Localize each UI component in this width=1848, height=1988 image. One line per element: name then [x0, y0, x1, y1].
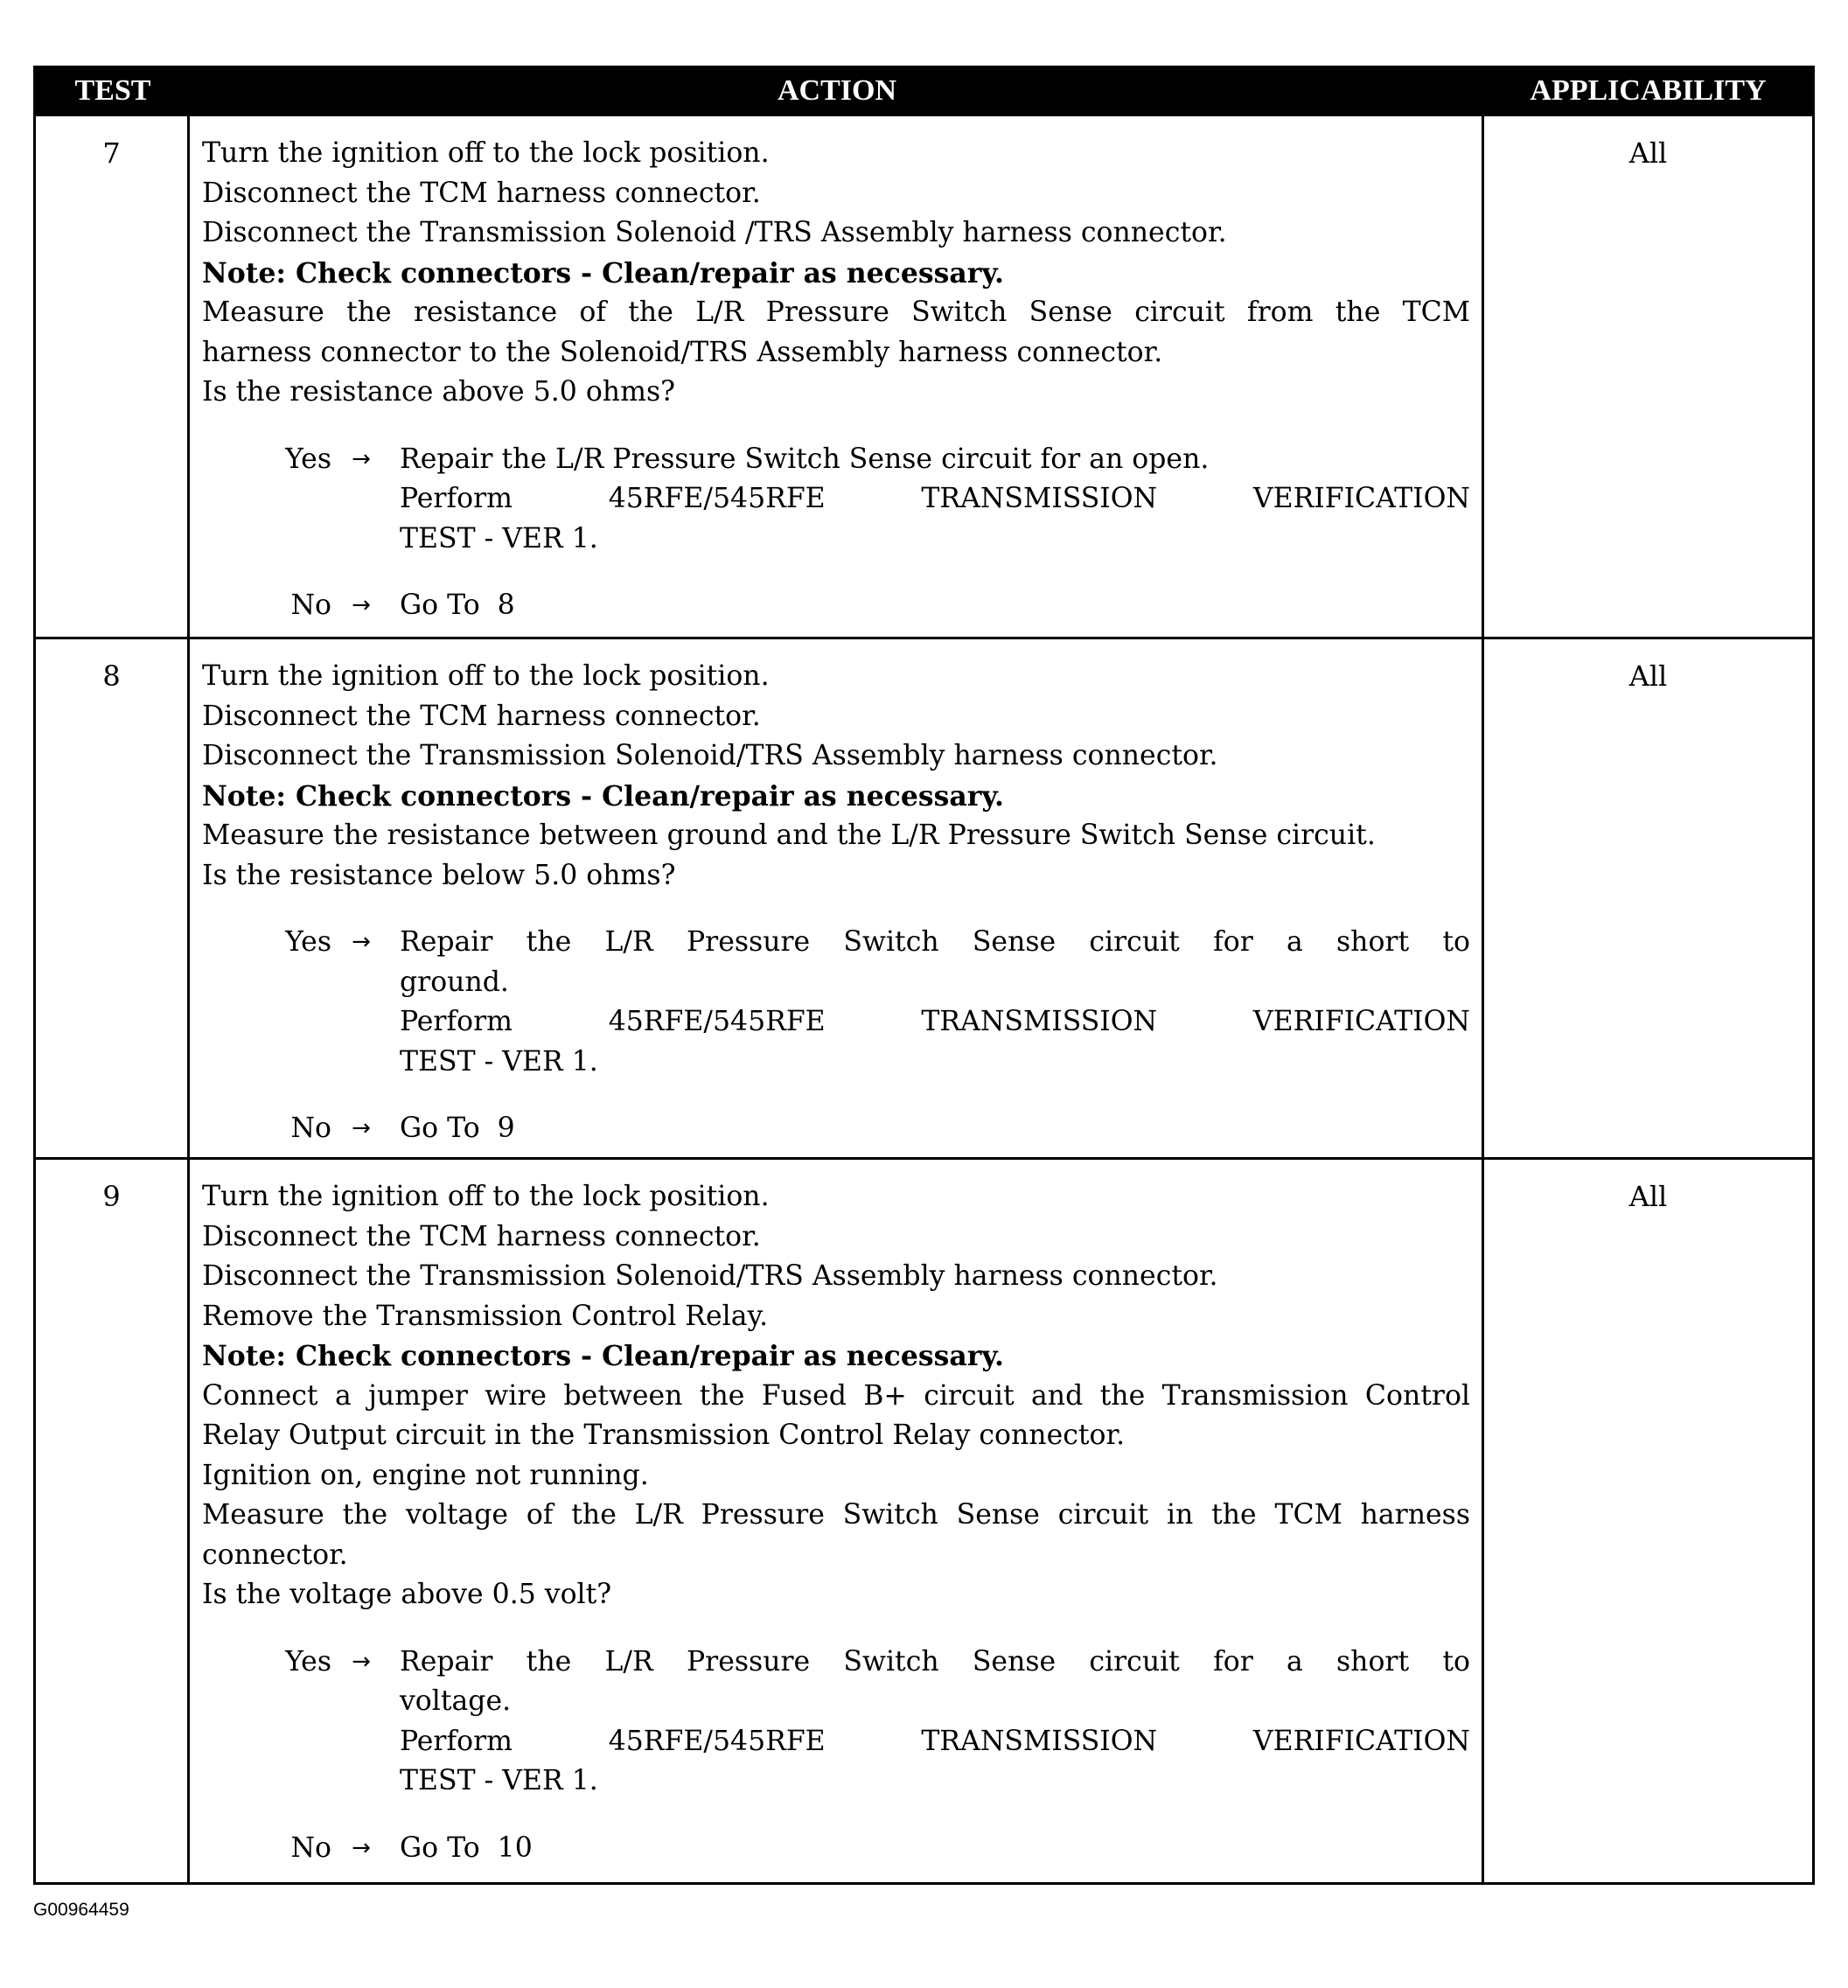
yes-label: Yes	[285, 1645, 331, 1678]
yes-instruction-line: TEST - VER 1.	[400, 1045, 598, 1078]
goto-label: Go To	[400, 1831, 480, 1864]
action-step: Is the resistance above 5.0 ohms?	[202, 376, 675, 408]
action-step: Disconnect the TCM harness connector.	[202, 700, 761, 732]
no-label: No	[290, 589, 331, 621]
action-step: Is the resistance below 5.0 ohms?	[202, 859, 676, 891]
action-step: Disconnect the Transmission Solenoid/TRS Assembly harness connector.	[202, 740, 1218, 771]
goto-label: Go To	[400, 589, 480, 621]
action-step: connector.	[202, 1538, 348, 1571]
applicability: All	[1628, 1180, 1668, 1213]
yes-instruction-line: TEST - VER 1.	[400, 522, 598, 555]
arrow-right-icon: →	[352, 1115, 371, 1141]
action-cell	[190, 639, 1484, 1157]
action-step: Ignition on, engine not running.	[202, 1459, 649, 1491]
diagnostic-test-table	[33, 66, 1815, 1885]
table-header	[36, 66, 1812, 116]
action-step: Turn the ignition off to the lock position.	[202, 660, 770, 692]
arrow-right-icon: →	[352, 445, 371, 472]
yes-outcome	[202, 440, 1470, 560]
goto-link[interactable]	[391, 586, 1470, 626]
yes-label: Yes	[285, 443, 331, 475]
goto-label: Go To	[400, 1113, 480, 1144]
yes-instruction-line: voltage.	[400, 1685, 512, 1717]
yes-instruction-line: Repair the L/R Pressure Switch Sense circuit for an open.	[400, 443, 1210, 475]
arrow-right-icon: →	[352, 592, 371, 618]
action-step: Turn the ignition off to the lock position.	[202, 1181, 770, 1212]
note-line: Note: Check connectors - Clean/repair as necessary.	[202, 1340, 1004, 1372]
table-row	[36, 116, 1812, 637]
action-cell	[190, 1160, 1484, 1882]
table-row	[36, 1157, 1812, 1882]
action-cell	[190, 116, 1484, 637]
yes-label: Yes	[285, 926, 331, 958]
action-step: Relay Output circuit in the Transmission Control Relay connector.	[202, 1420, 1126, 1451]
goto-link[interactable]	[391, 1109, 1470, 1149]
yes-instruction-line: Repair the L/R Pressure Switch Sense circuit for a short to	[400, 926, 1470, 958]
figure-id: G00964459	[33, 1900, 129, 1920]
goto-link[interactable]	[391, 1829, 1470, 1869]
applicability: All	[1628, 659, 1668, 693]
yes-outcome	[202, 923, 1470, 1082]
action-step: Turn the ignition off to the lock position.	[202, 137, 770, 169]
test-number: 7	[36, 116, 190, 637]
yes-instruction-line: Perform 45RFE/545RFE TRANSMISSION VERIFICATION	[400, 483, 1470, 514]
yes-instruction-line: ground.	[400, 966, 509, 998]
table-body	[36, 116, 1812, 1882]
arrow-right-icon: →	[352, 1834, 371, 1861]
no-label: No	[290, 1831, 331, 1864]
test-number: 9	[36, 1160, 190, 1882]
arrow-right-icon: →	[352, 1648, 371, 1675]
header-applicability: APPLICABILITY	[1530, 74, 1767, 107]
table-row	[36, 637, 1812, 1157]
action-step: Disconnect the TCM harness connector.	[202, 1220, 761, 1252]
goto-target: 8	[497, 589, 515, 621]
no-outcome	[202, 1109, 1470, 1149]
action-step: Disconnect the TCM harness connector.	[202, 177, 761, 209]
action-step: Is the voltage above 0.5 volt?	[202, 1579, 612, 1610]
applicability: All	[1628, 136, 1668, 170]
yes-instruction-line: TEST - VER 1.	[400, 1765, 598, 1796]
yes-instruction-line: Perform 45RFE/545RFE TRANSMISSION VERIFICATION	[400, 1006, 1470, 1037]
yes-instruction-line: Perform 45RFE/545RFE TRANSMISSION VERIFICATION	[400, 1725, 1470, 1757]
action-step: Measure the resistance of the L/R Pressure Switch Sense circuit from the TCM	[202, 296, 1470, 328]
action-step: Connect a jumper wire between the Fused B+ circuit and the Transmission Control	[202, 1379, 1470, 1412]
note-line: Note: Check connectors - Clean/repair as necessary.	[202, 256, 1004, 289]
note-line: Note: Check connectors - Clean/repair as necessary.	[202, 779, 1004, 813]
no-label: No	[290, 1113, 331, 1144]
yes-instructions	[391, 1643, 1470, 1802]
no-outcome	[202, 1829, 1470, 1869]
header-test: TEST	[74, 74, 151, 107]
yes-outcome	[202, 1643, 1470, 1802]
goto-target: 9	[497, 1113, 515, 1144]
yes-instruction-line: Repair the L/R Pressure Switch Sense circuit for a short to	[400, 1645, 1470, 1678]
goto-target: 10	[497, 1831, 533, 1864]
arrow-right-icon: →	[352, 929, 371, 955]
action-step: Remove the Transmission Control Relay.	[202, 1300, 769, 1332]
action-step: Disconnect the Transmission Solenoid /TRS Assembly harness connector.	[202, 217, 1227, 248]
yes-instructions	[391, 923, 1470, 1082]
yes-instructions	[391, 440, 1470, 560]
action-step: Disconnect the Transmission Solenoid/TRS Assembly harness connector.	[202, 1260, 1218, 1292]
action-step: harness connector to the Solenoid/TRS Assembly harness connector.	[202, 336, 1163, 368]
header-action: ACTION	[777, 74, 897, 107]
no-outcome	[202, 586, 1470, 626]
test-number: 8	[36, 639, 190, 1157]
action-step: Measure the resistance between ground and the L/R Pressure Switch Sense circuit.	[202, 820, 1376, 851]
action-step: Measure the voltage of the L/R Pressure Switch Sense circuit in the TCM harness	[202, 1499, 1470, 1531]
